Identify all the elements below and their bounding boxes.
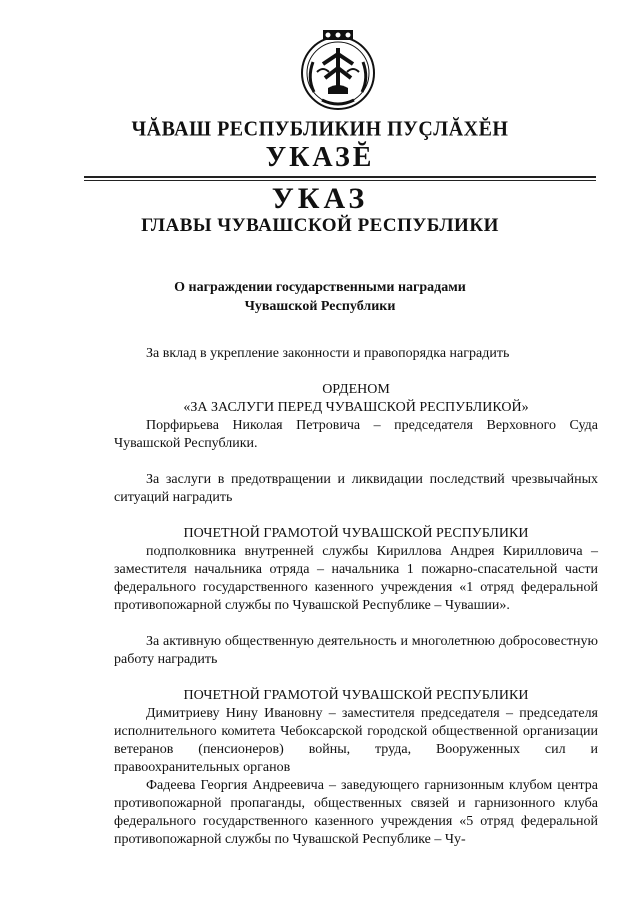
document-title-line: О награждении государственными наградами xyxy=(174,280,466,295)
recipient-paragraph: Порфирьева Николая Петровича – председателя Верховного Суда Чувашской Республики. xyxy=(114,418,598,451)
document-title xyxy=(120,278,520,316)
header-divider xyxy=(84,176,596,178)
decree-issuer: ГЛАВЫ ЧУВАШСКОЙ РЕСПУБЛИКИ xyxy=(141,215,499,236)
award-name: ОРДЕНОМ xyxy=(322,382,390,397)
recipient-paragraph: Димитриеву Нину Ивановну – заместителя председателя – председателя исполнительного комитета Чебоксарской городской общественной организации ветеранов (пенсионеров) войны, труда, Вооруженных сил и правоохранительных органов xyxy=(114,706,598,775)
award-name: «ЗА ЗАСЛУГИ ПЕРЕД ЧУВАШСКОЙ РЕСПУБЛИКОЙ» xyxy=(183,400,529,415)
header-divider-thin xyxy=(84,180,596,181)
award-name: ПОЧЕТНОЙ ГРАМОТОЙ ЧУВАШСКОЙ РЕСПУБЛИКИ xyxy=(183,688,529,703)
coat-of-arms-emblem xyxy=(293,26,383,112)
section-intro: За заслуги в предотвращении и ликвидации последствий чрезвычайных ситуаций наградить xyxy=(114,472,598,505)
chuvash-decree-heading: УКАЗĔ xyxy=(265,142,375,173)
award-name: ПОЧЕТНОЙ ГРАМОТОЙ ЧУВАШСКОЙ РЕСПУБЛИКИ xyxy=(183,526,529,541)
decree-heading: УКАЗ xyxy=(271,182,369,215)
chuvash-header-title: ЧĂВАШ РЕСПУБЛИКИН ПУÇЛĂХĔН xyxy=(131,117,509,141)
recipient-paragraph: подполковника внутренней службы Кириллова Андрея Кирилловича – заместителя начальника отряда – начальника 1 пожарно-спасательной части федерального государственного казенного учреждения «1 отряд федеральной противопожарной службы по Чувашской Республике – Чувашии». xyxy=(114,544,598,613)
section-intro: За активную общественную деятельность и многолетнюю добросовестную работу наградить xyxy=(114,634,598,667)
section-intro: За вклад в укрепление законности и правопорядка наградить xyxy=(146,346,510,361)
document-title-line: Чувашской Республики xyxy=(244,299,396,314)
recipient-paragraph: Фадеева Георгия Андреевича – заведующего гарнизонным клубом центра противопожарной пропаганды, общественных связей и гарнизонного клуба федерального государственного казенного учреждения «5 отряд федеральной противопожарной службы по Чувашской Республике – Чу- xyxy=(114,778,598,847)
document-body xyxy=(114,345,598,849)
